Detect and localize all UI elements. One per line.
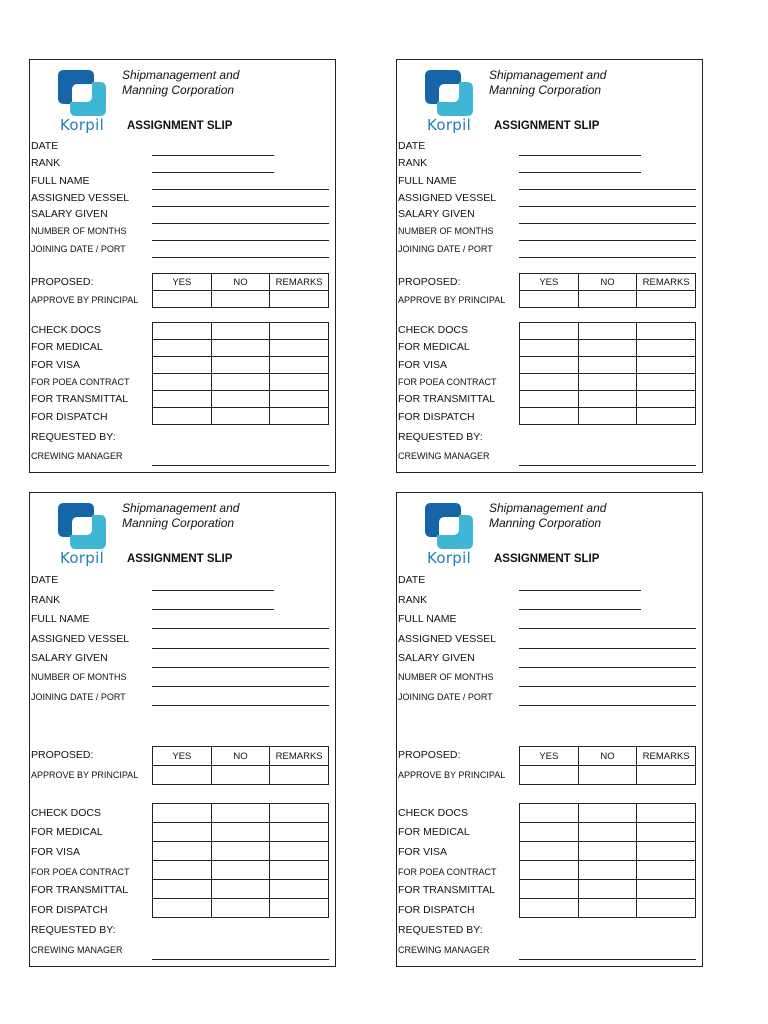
salary-given-field[interactable] <box>519 223 696 224</box>
for-visa-label: FOR VISA <box>398 846 448 858</box>
check-cell[interactable] <box>211 880 270 899</box>
requested-by-label: REQUESTED BY: <box>398 924 483 936</box>
salary-given-field[interactable] <box>152 667 329 668</box>
check-cell[interactable] <box>270 374 329 391</box>
proposed-label: PROPOSED: <box>398 749 461 761</box>
rank-field[interactable] <box>152 172 274 173</box>
check-cell[interactable] <box>211 323 270 340</box>
remarks-header: REMARKS <box>637 747 696 766</box>
for-dispatch-label: FOR DISPATCH <box>398 411 475 423</box>
salary-given-field[interactable] <box>152 223 329 224</box>
check-cell[interactable] <box>270 899 329 918</box>
check-cell[interactable] <box>153 323 212 340</box>
korpil-logo-icon <box>54 64 110 122</box>
slip-title: ASSIGNMENT SLIP <box>127 553 233 565</box>
check-cell[interactable] <box>578 357 637 374</box>
check-cell[interactable] <box>153 408 212 425</box>
number-of-months-label: NUMBER OF MONTHS <box>31 226 127 236</box>
check-cell[interactable] <box>153 861 212 880</box>
full-name-label: FULL NAME <box>398 175 457 187</box>
for-transmittal-label: FOR TRANSMITTAL <box>31 393 129 405</box>
for-visa-label: FOR VISA <box>31 846 81 858</box>
full-name-field[interactable] <box>519 628 696 629</box>
check-docs-label: CHECK DOCS <box>31 807 102 819</box>
assigned-vessel-field[interactable] <box>519 648 696 649</box>
salary-given-label: SALARY GIVEN <box>398 208 475 220</box>
for-visa-label: FOR VISA <box>31 359 81 371</box>
rank-label: RANK <box>31 157 61 169</box>
checks-table <box>152 322 329 425</box>
check-cell[interactable] <box>578 880 637 899</box>
check-cell[interactable] <box>637 842 696 861</box>
approve-yes-cell[interactable] <box>153 766 212 785</box>
for-medical-label: FOR MEDICAL <box>398 826 470 838</box>
proposed-table <box>152 746 329 785</box>
for-poea-contract-label: FOR POEA CONTRACT <box>31 867 130 877</box>
crewing-manager-label: CREWING MANAGER <box>31 945 123 955</box>
salary-given-label: SALARY GIVEN <box>31 208 108 220</box>
crewing-manager-label: CREWING MANAGER <box>398 945 490 955</box>
check-cell[interactable] <box>520 408 579 425</box>
approve-no-cell[interactable] <box>578 291 637 308</box>
date-label: DATE <box>31 574 59 586</box>
check-cell[interactable] <box>211 357 270 374</box>
checks-table <box>519 803 696 918</box>
check-cell[interactable] <box>153 899 212 918</box>
approve-remarks-cell[interactable] <box>637 766 696 785</box>
check-cell[interactable] <box>153 823 212 842</box>
check-cell[interactable] <box>153 357 212 374</box>
check-cell[interactable] <box>211 374 270 391</box>
full-name-label: FULL NAME <box>398 613 457 625</box>
number-of-months-label: NUMBER OF MONTHS <box>31 672 127 682</box>
yes-header: YES <box>153 747 212 766</box>
check-docs-label: CHECK DOCS <box>31 324 102 336</box>
for-transmittal-label: FOR TRANSMITTAL <box>31 884 129 896</box>
remarks-header: REMARKS <box>270 747 329 766</box>
check-cell[interactable] <box>153 880 212 899</box>
proposed-label: PROPOSED: <box>398 276 461 288</box>
check-cell[interactable] <box>520 340 579 357</box>
for-dispatch-label: FOR DISPATCH <box>398 904 475 916</box>
assigned-vessel-label: ASSIGNED VESSEL <box>398 192 497 204</box>
korpil-logo-icon <box>54 497 110 555</box>
date-label: DATE <box>398 140 426 152</box>
korpil-logo-icon <box>421 497 477 555</box>
assignment-slip-1 <box>29 59 336 473</box>
remarks-header: REMARKS <box>637 274 696 291</box>
date-field[interactable] <box>152 590 274 591</box>
assigned-vessel-field[interactable] <box>152 648 329 649</box>
company-name: Shipmanagement and Manning Corporation <box>122 501 240 530</box>
check-cell[interactable] <box>211 804 270 823</box>
approve-remarks-cell[interactable] <box>637 291 696 308</box>
check-cell[interactable] <box>270 880 329 899</box>
check-cell[interactable] <box>153 340 212 357</box>
check-cell[interactable] <box>520 842 579 861</box>
check-docs-label: CHECK DOCS <box>398 324 469 336</box>
check-cell[interactable] <box>270 804 329 823</box>
proposed-table <box>519 273 696 308</box>
for-medical-label: FOR MEDICAL <box>31 826 103 838</box>
full-name-label: FULL NAME <box>31 613 90 625</box>
remarks-header: REMARKS <box>270 274 329 291</box>
check-cell[interactable] <box>211 408 270 425</box>
salary-given-label: SALARY GIVEN <box>31 652 108 664</box>
no-header: NO <box>578 274 637 291</box>
check-cell[interactable] <box>578 842 637 861</box>
slip-title: ASSIGNMENT SLIP <box>494 120 600 132</box>
number-of-months-field[interactable] <box>152 686 329 687</box>
rank-field[interactable] <box>519 172 641 173</box>
check-cell[interactable] <box>211 340 270 357</box>
approve-by-principal-label: APPROVE BY PRINCIPAL <box>31 295 139 305</box>
date-label: DATE <box>398 574 426 586</box>
brand-name: Korpil <box>426 549 472 567</box>
check-cell[interactable] <box>211 823 270 842</box>
check-cell[interactable] <box>520 804 579 823</box>
proposed-label: PROPOSED: <box>31 749 94 761</box>
date-field[interactable] <box>152 155 274 156</box>
requested-by-label: REQUESTED BY: <box>31 924 116 936</box>
approve-yes-cell[interactable] <box>520 766 579 785</box>
check-cell[interactable] <box>270 357 329 374</box>
approve-remarks-cell[interactable] <box>270 291 329 308</box>
checks-table <box>152 803 329 918</box>
for-dispatch-label: FOR DISPATCH <box>31 904 108 916</box>
check-cell[interactable] <box>578 391 637 408</box>
assignment-slip-3 <box>29 492 336 967</box>
approve-no-cell[interactable] <box>578 766 637 785</box>
full-name-field[interactable] <box>152 628 329 629</box>
rank-label: RANK <box>398 157 428 169</box>
slip-title: ASSIGNMENT SLIP <box>127 120 233 132</box>
assignment-slip-2 <box>396 59 703 473</box>
check-cell[interactable] <box>270 323 329 340</box>
brand-name: Korpil <box>426 116 472 134</box>
joining-date-port-field[interactable] <box>519 257 696 258</box>
joining-date-port-field[interactable] <box>519 705 696 706</box>
company-name: Shipmanagement and Manning Corporation <box>489 68 607 97</box>
rank-label: RANK <box>398 594 428 606</box>
approve-by-principal-label: APPROVE BY PRINCIPAL <box>31 770 139 780</box>
slip-title: ASSIGNMENT SLIP <box>494 553 600 565</box>
for-medical-label: FOR MEDICAL <box>398 341 470 353</box>
for-medical-label: FOR MEDICAL <box>31 341 103 353</box>
full-name-label: FULL NAME <box>31 175 90 187</box>
for-poea-contract-label: FOR POEA CONTRACT <box>398 377 497 387</box>
joining-date-port-label: JOINING DATE / PORT <box>398 692 493 702</box>
check-cell[interactable] <box>520 357 579 374</box>
for-visa-label: FOR VISA <box>398 359 448 371</box>
yes-header: YES <box>520 747 579 766</box>
brand-name: Korpil <box>59 116 105 134</box>
approve-by-principal-label: APPROVE BY PRINCIPAL <box>398 770 506 780</box>
for-poea-contract-label: FOR POEA CONTRACT <box>398 867 497 877</box>
approve-yes-cell[interactable] <box>520 291 579 308</box>
joining-date-port-label: JOINING DATE / PORT <box>31 692 126 702</box>
check-cell[interactable] <box>270 823 329 842</box>
check-cell[interactable] <box>211 899 270 918</box>
check-cell[interactable] <box>520 899 579 918</box>
approve-remarks-cell[interactable] <box>270 766 329 785</box>
check-cell[interactable] <box>520 880 579 899</box>
full-name-field[interactable] <box>519 189 696 190</box>
assigned-vessel-field[interactable] <box>519 206 696 207</box>
check-cell[interactable] <box>637 374 696 391</box>
number-of-months-field[interactable] <box>519 240 696 241</box>
check-cell[interactable] <box>153 391 212 408</box>
check-cell[interactable] <box>637 323 696 340</box>
check-cell[interactable] <box>211 391 270 408</box>
joining-date-port-field[interactable] <box>152 257 329 258</box>
for-transmittal-label: FOR TRANSMITTAL <box>398 393 496 405</box>
check-cell[interactable] <box>270 842 329 861</box>
crewing-manager-signature-field[interactable] <box>519 465 696 466</box>
proposed-table <box>152 273 329 308</box>
check-cell[interactable] <box>578 408 637 425</box>
check-cell[interactable] <box>211 842 270 861</box>
check-cell[interactable] <box>637 861 696 880</box>
rank-field[interactable] <box>152 609 274 610</box>
rank-field[interactable] <box>519 609 641 610</box>
assigned-vessel-label: ASSIGNED VESSEL <box>31 192 130 204</box>
no-header: NO <box>211 274 270 291</box>
number-of-months-label: NUMBER OF MONTHS <box>398 672 494 682</box>
check-cell[interactable] <box>520 823 579 842</box>
full-name-field[interactable] <box>152 189 329 190</box>
proposed-label: PROPOSED: <box>31 276 94 288</box>
crewing-manager-signature-field[interactable] <box>519 959 696 960</box>
crewing-manager-label: CREWING MANAGER <box>398 451 490 461</box>
check-cell[interactable] <box>211 861 270 880</box>
check-cell[interactable] <box>270 408 329 425</box>
for-poea-contract-label: FOR POEA CONTRACT <box>31 377 130 387</box>
check-cell[interactable] <box>578 804 637 823</box>
date-label: DATE <box>31 140 59 152</box>
check-cell[interactable] <box>520 323 579 340</box>
assigned-vessel-label: ASSIGNED VESSEL <box>31 633 130 645</box>
requested-by-label: REQUESTED BY: <box>398 431 483 443</box>
company-name: Shipmanagement and Manning Corporation <box>122 68 240 97</box>
yes-header: YES <box>520 274 579 291</box>
date-field[interactable] <box>519 590 641 591</box>
proposed-table <box>519 746 696 785</box>
korpil-logo-icon <box>421 64 477 122</box>
check-cell[interactable] <box>637 804 696 823</box>
brand-name: Korpil <box>59 549 105 567</box>
no-header: NO <box>578 747 637 766</box>
check-cell[interactable] <box>270 391 329 408</box>
for-transmittal-label: FOR TRANSMITTAL <box>398 884 496 896</box>
check-cell[interactable] <box>578 340 637 357</box>
salary-given-field[interactable] <box>519 667 696 668</box>
crewing-manager-signature-field[interactable] <box>152 959 329 960</box>
number-of-months-label: NUMBER OF MONTHS <box>398 226 494 236</box>
check-cell[interactable] <box>637 823 696 842</box>
check-cell[interactable] <box>578 861 637 880</box>
approve-yes-cell[interactable] <box>153 291 212 308</box>
rank-label: RANK <box>31 594 61 606</box>
approve-no-cell[interactable] <box>211 291 270 308</box>
check-cell[interactable] <box>153 842 212 861</box>
check-cell[interactable] <box>153 374 212 391</box>
check-cell[interactable] <box>270 340 329 357</box>
check-cell[interactable] <box>637 880 696 899</box>
no-header: NO <box>211 747 270 766</box>
check-cell[interactable] <box>637 340 696 357</box>
requested-by-label: REQUESTED BY: <box>31 431 116 443</box>
check-cell[interactable] <box>520 374 579 391</box>
assigned-vessel-field[interactable] <box>152 206 329 207</box>
check-cell[interactable] <box>520 861 579 880</box>
crewing-manager-signature-field[interactable] <box>152 465 329 466</box>
assignment-slip-4 <box>396 492 703 967</box>
check-cell[interactable] <box>153 804 212 823</box>
check-cell[interactable] <box>520 391 579 408</box>
check-cell[interactable] <box>637 357 696 374</box>
assigned-vessel-label: ASSIGNED VESSEL <box>398 633 497 645</box>
joining-date-port-label: JOINING DATE / PORT <box>398 244 493 254</box>
check-cell[interactable] <box>578 823 637 842</box>
approve-by-principal-label: APPROVE BY PRINCIPAL <box>398 295 506 305</box>
check-cell[interactable] <box>270 861 329 880</box>
check-cell[interactable] <box>637 408 696 425</box>
check-cell[interactable] <box>578 899 637 918</box>
crewing-manager-label: CREWING MANAGER <box>31 451 123 461</box>
check-cell[interactable] <box>578 323 637 340</box>
company-name: Shipmanagement and Manning Corporation <box>489 501 607 530</box>
number-of-months-field[interactable] <box>152 240 329 241</box>
joining-date-port-field[interactable] <box>152 705 329 706</box>
for-dispatch-label: FOR DISPATCH <box>31 411 108 423</box>
check-docs-label: CHECK DOCS <box>398 807 469 819</box>
joining-date-port-label: JOINING DATE / PORT <box>31 244 126 254</box>
checks-table <box>519 322 696 425</box>
approve-no-cell[interactable] <box>211 766 270 785</box>
check-cell[interactable] <box>578 374 637 391</box>
check-cell[interactable] <box>637 391 696 408</box>
date-field[interactable] <box>519 155 641 156</box>
number-of-months-field[interactable] <box>519 686 696 687</box>
yes-header: YES <box>153 274 212 291</box>
check-cell[interactable] <box>637 899 696 918</box>
salary-given-label: SALARY GIVEN <box>398 652 475 664</box>
